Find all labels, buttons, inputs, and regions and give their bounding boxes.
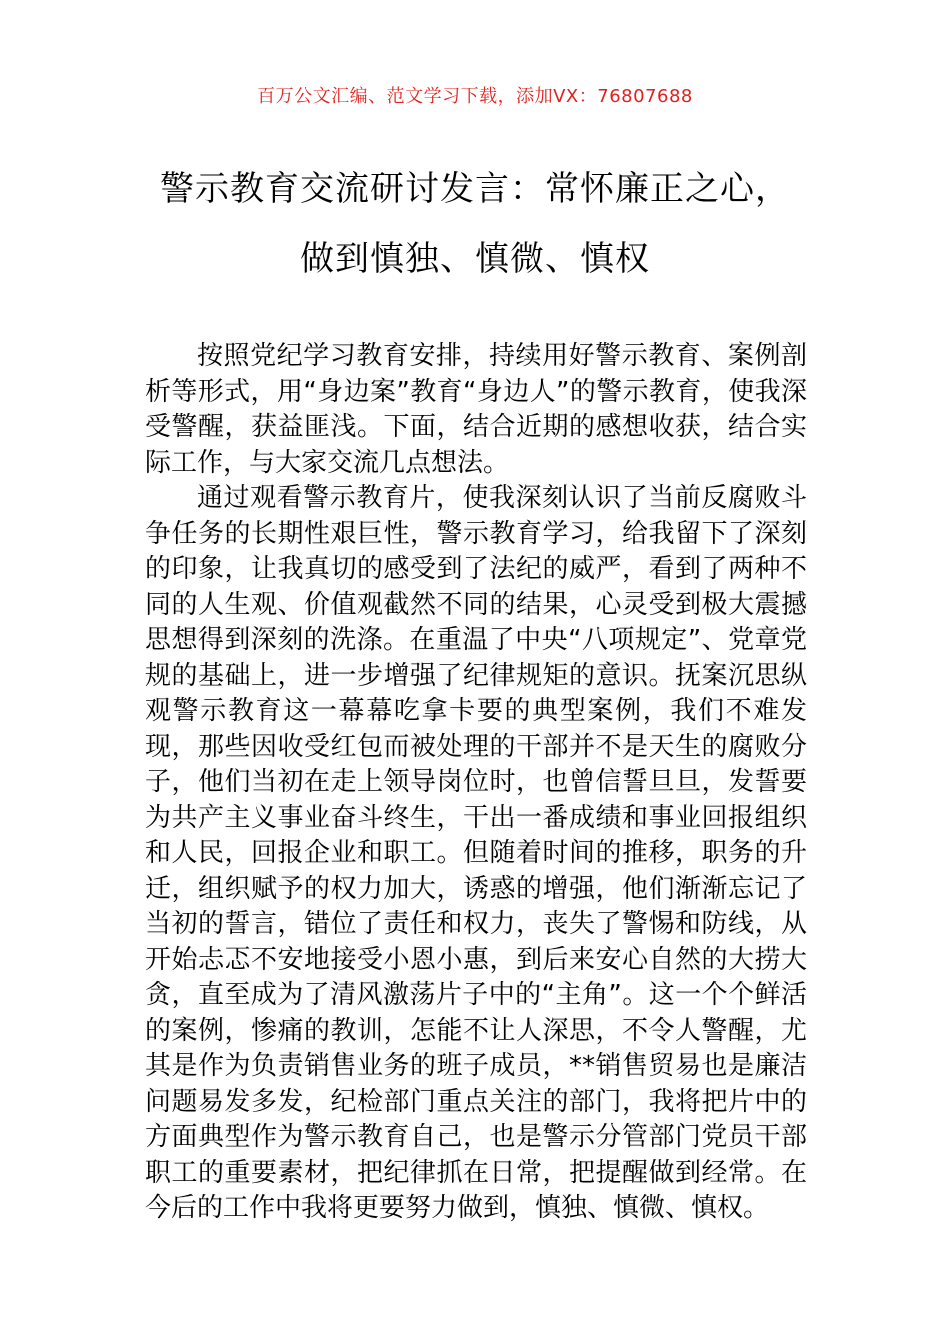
body-paragraph-1: 按照党纪学习教育安排，持续用好警示教育、案例剖析等形式，用“身边案”教育“身边人”的警示教育，使我深受警醒，获益匪浅。下面，结合近期的感想收获，结合实际工作，与大家交流几点想法。: [145, 341, 807, 478]
body-paragraph-2: 通过观看警示教育片，使我深刻认识了当前反腐败斗争任务的长期性艰巨性，警示教育学习，给我留下了深刻的印象，让我真切的感受到了法纪的威严，看到了两种不同的人生观、价值观截然不同的结果，心灵受到极大震撼思想得到深刻的洗涤。在重温了中央“八项规定”、党章党规的基础上，进一步增强了纪律规矩的意识。抚案沉思纵观警示教育这一幕幕吃拿卡要的典型案例，我们不难发现，那些因收受红包而被处理的干部并不是天生的腐败分子，他们当初在走上领导岗位时，也曾信誓旦旦，发誓要为共产主义事业奋斗终生，干出一番成绩和事业回报组织和人民，回报企业和职工。但随着时间的推移，职务的升迁，组织赋予的权力加大，诱惑的增强，他们渐渐忘记了当初的誓言，错位了责任和权力，丧失了警惕和防线，从开始忐忑不安地接受小恩小惠，到后来安心自然的大捞大贪，直至成为了清风激荡片子中的“主角”。这一个个鲜活的案例，惨痛的教训，怎能不让人深思，不令人警醒，尤其是作为负责销售业务的班子成员，**销售贸易也是廉洁问题易发多发，纪检部门重点关注的部门，我将把片中的方面典型作为警示教育自己，也是警示分管部门党员干部职工的重要素材，把纪律抓在日常，把提醒做到经常。在今后的工作中我将更要努力做到，慎独、慎微、慎权。: [145, 483, 807, 1223]
document-body: [145, 339, 807, 1227]
document-title: [100, 154, 850, 294]
title-line-1: 警示教育交流研讨发言：常怀廉正之心，: [160, 169, 790, 209]
header-banner: 百万公文汇编、范文学习下载，添加VX：76807688: [257, 86, 693, 107]
title-line-2: 做到慎独、慎微、慎权: [300, 239, 650, 279]
